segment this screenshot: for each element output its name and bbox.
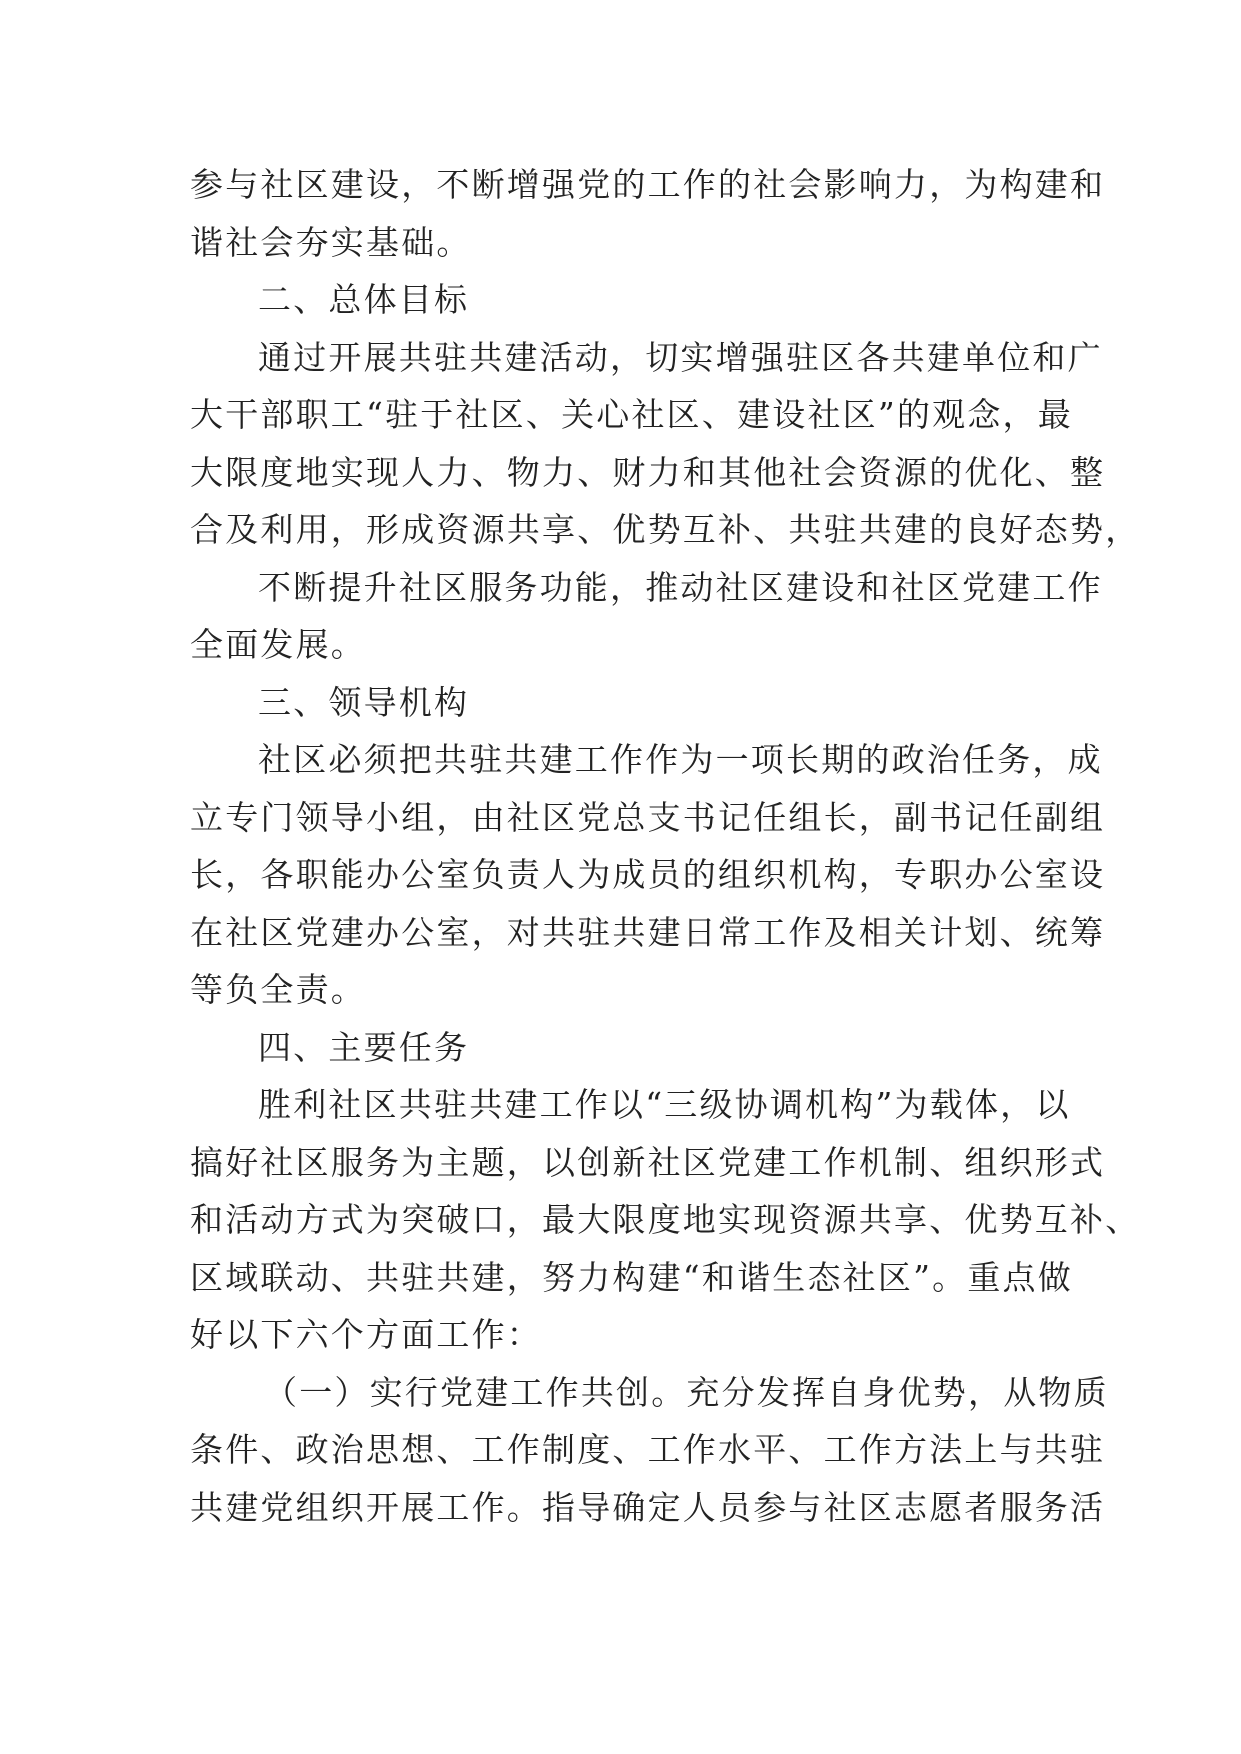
text-line: 和活动方式为突破口，最大限度地实现资源共享、优势互补、: [190, 1200, 1141, 1239]
text-line: 谐社会夯实基础。: [190, 222, 472, 262]
text-line: 长，各职能办公室负责人为成员的组织机构，专职办公室设: [190, 855, 1106, 894]
text-line: 不断提升社区服务功能，推动社区建设和社区党建工作: [258, 567, 1103, 607]
text-line: 好以下六个方面工作：: [190, 1315, 542, 1354]
section-heading: 二、总体目标: [258, 280, 470, 319]
text-line: 通过开展共驻共建活动，切实增强驻区各共建单位和广: [258, 337, 1103, 377]
text-line: 大干部职工“驻于社区、关心社区、建设社区”的观念，最: [190, 395, 1073, 434]
section-heading: 四、主要任务: [258, 1027, 470, 1067]
section-heading: 三、领导机构: [258, 682, 470, 722]
text-line: 共建党组织开展工作。指导确定人员参与社区志愿者服务活: [190, 1487, 1106, 1527]
text-line: 胜利社区共驻共建工作以“三级协调机构”为载体，以: [258, 1085, 1071, 1124]
text-line: 条件、政治思想、工作制度、工作水平、工作方法上与共驻: [190, 1430, 1106, 1469]
subsection-line: （一）实行党建工作共创。充分发挥自身优势，从物质: [264, 1372, 1109, 1412]
text-line: 参与社区建设，不断增强党的工作的社会影响力，为构建和: [190, 165, 1106, 204]
text-line: 合及利用，形成资源共享、优势互补、共驻共建的良好态势，: [190, 510, 1141, 549]
text-line: 区域联动、共驻共建，努力构建“和谐生态社区”。重点做: [190, 1257, 1073, 1297]
text-line: 全面发展。: [190, 625, 366, 664]
text-line: 社区必须把共驻共建工作作为一项长期的政治任务，成: [258, 740, 1103, 779]
text-line: 立专门领导小组，由社区党总支书记任组长，副书记任副组: [190, 797, 1106, 837]
text-line: 在社区党建办公室，对共驻共建日常工作及相关计划、统筹: [190, 912, 1106, 952]
text-line: 搞好社区服务为主题，以创新社区党建工作机制、组织形式: [190, 1142, 1106, 1182]
text-line: 大限度地实现人力、物力、财力和其他社会资源的优化、整: [190, 452, 1106, 492]
text-line: 等负全责。: [190, 970, 366, 1009]
body-text: [190, 156, 1141, 1536]
